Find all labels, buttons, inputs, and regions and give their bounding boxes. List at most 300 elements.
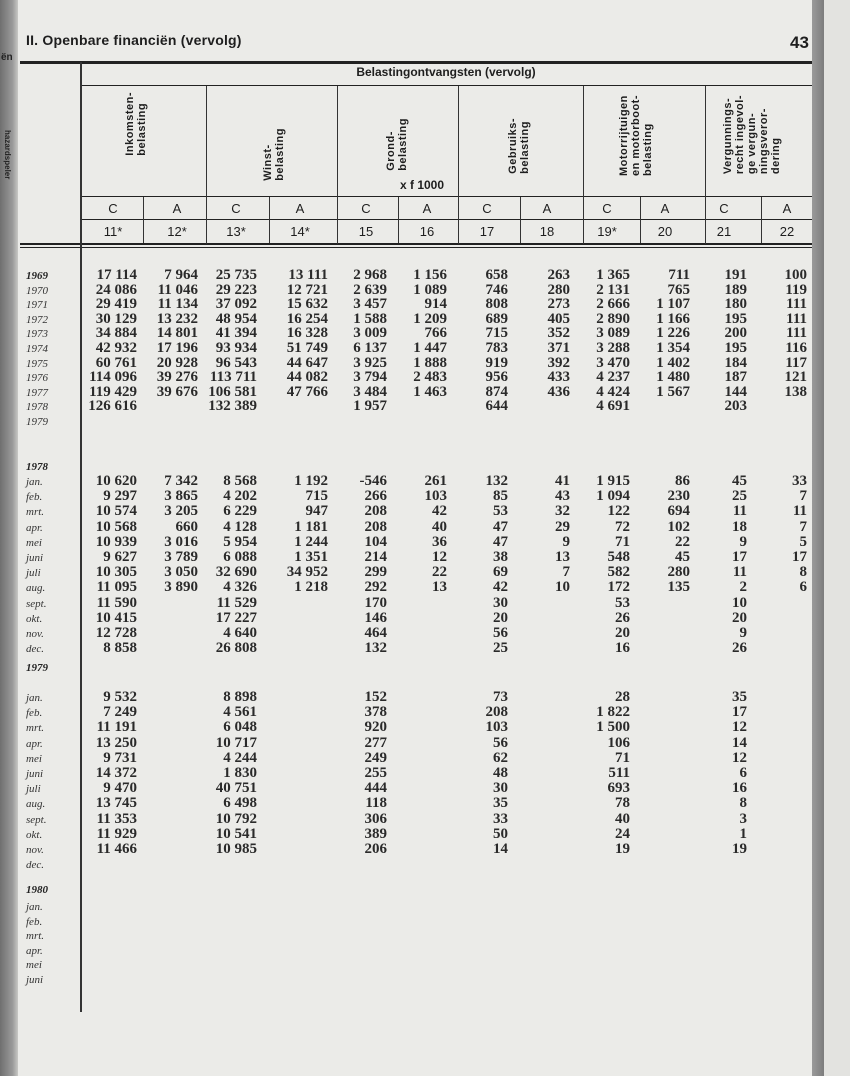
- table-cell: 12 728: [95, 625, 137, 641]
- table-cell: 121: [784, 369, 807, 386]
- table-cell: 4 326: [223, 579, 257, 596]
- table-cell: 100: [784, 267, 807, 283]
- table-cell: 694: [667, 503, 690, 520]
- table-cell: 11 529: [216, 594, 257, 611]
- table-cell: 191: [724, 267, 747, 283]
- table-cell: 249: [364, 749, 387, 766]
- table-cell: 12 721: [286, 281, 328, 298]
- page-edge-shadow: [812, 0, 824, 1076]
- table-cell: 47: [493, 533, 508, 550]
- table-cell: 808: [485, 296, 508, 313]
- table-cell: 3 050: [164, 564, 198, 581]
- column-number: 19*: [597, 224, 617, 239]
- table-cell: 189: [724, 281, 747, 298]
- table-cell: 3 470: [596, 354, 630, 371]
- column-number: 13*: [226, 224, 246, 239]
- header-rule: [80, 196, 812, 197]
- table-cell: 715: [305, 488, 328, 505]
- row-label: 1978: [26, 401, 48, 414]
- table-cell: 44 082: [286, 369, 328, 386]
- table-cell: 266: [364, 488, 387, 505]
- table-cell: 306: [364, 810, 387, 827]
- column-code: C: [482, 201, 492, 216]
- table-cell: 9 532: [103, 689, 137, 705]
- table-cell: 35: [732, 689, 747, 705]
- table-cell: 3 890: [164, 579, 198, 596]
- table-cell: 20: [615, 625, 630, 641]
- table-cell: 16: [615, 640, 630, 657]
- table-cell: 30 129: [95, 310, 137, 327]
- row-label: 1975: [26, 357, 48, 370]
- table-cell: 132: [485, 473, 508, 489]
- row-label: aug.: [26, 582, 46, 595]
- table-cell: 9: [739, 533, 747, 550]
- table-cell: 8 898: [223, 689, 257, 705]
- table-cell: 1 181: [294, 518, 328, 535]
- table-cell: 206: [364, 841, 387, 857]
- table-cell: 10 574: [95, 503, 137, 520]
- table-cell: 22: [675, 533, 690, 550]
- table-cell: 111: [786, 310, 807, 327]
- table-cell: 17 196: [156, 340, 198, 356]
- table-cell: 56: [493, 625, 508, 641]
- unit-label: x f 1000: [400, 178, 445, 192]
- table-cell: 135: [667, 579, 690, 596]
- row-label: dec.: [26, 643, 45, 656]
- table-cell: 146: [364, 609, 387, 626]
- table-cell: 299: [364, 564, 387, 581]
- table-cell: 273: [547, 296, 570, 313]
- table-cell: 1 218: [294, 579, 328, 596]
- table-cell: 11 134: [157, 296, 198, 313]
- row-label: okt.: [26, 612, 43, 625]
- table-cell: 17: [792, 549, 807, 565]
- table-cell: 4 561: [223, 704, 257, 721]
- column-code: C: [231, 201, 241, 216]
- table-cell: 7 342: [164, 473, 198, 489]
- table-cell: 3 288: [596, 340, 630, 356]
- table-cell: 765: [667, 281, 690, 298]
- table-cell: 14 801: [156, 325, 198, 342]
- table-cell: 119 429: [89, 383, 137, 400]
- table-cell: 10 305: [95, 564, 137, 581]
- table-cell: 263: [547, 267, 570, 283]
- row-label: 1974: [26, 343, 48, 355]
- table-cell: 200: [724, 325, 747, 342]
- table-cell: 47 766: [286, 383, 328, 400]
- table-cell: 132: [364, 640, 387, 657]
- table-cell: 4 424: [596, 383, 630, 400]
- column-number: 22: [779, 224, 795, 239]
- table-cell: 2: [739, 579, 747, 596]
- row-label: dec.: [26, 859, 45, 872]
- table-cell: 1 089: [413, 281, 447, 298]
- table-cell: 13 745: [95, 795, 137, 812]
- table-cell: 9 297: [103, 488, 137, 505]
- row-label: feb.: [26, 915, 43, 928]
- table-cell: 689: [485, 310, 508, 327]
- row-label: 1977: [26, 386, 48, 399]
- table-cell: 14: [493, 841, 508, 857]
- table-cell: 53: [615, 594, 630, 611]
- table-cell: 11 191: [96, 719, 137, 736]
- table-cell: 15 632: [286, 296, 328, 313]
- table-cell: 1 166: [656, 310, 690, 327]
- table-cell: 746: [485, 281, 508, 298]
- column-code: A: [295, 201, 305, 216]
- table-cell: 56: [493, 734, 508, 751]
- table-cell: 48: [493, 765, 508, 781]
- table-cell: 184: [724, 354, 747, 371]
- table-cell: 106 581: [208, 383, 257, 400]
- table-cell: 11 046: [157, 281, 198, 298]
- table-cell: 4 237: [596, 369, 630, 386]
- table-cell: 1 830: [223, 765, 257, 781]
- table-cell: 405: [547, 310, 570, 327]
- table-cell: 11 095: [96, 579, 137, 596]
- table-cell: 19: [732, 841, 747, 857]
- table-cell: 914: [424, 296, 447, 313]
- table-cell: 444: [364, 780, 387, 797]
- table-cell: 33: [792, 473, 807, 489]
- table-cell: 208: [364, 503, 387, 520]
- table-cell: 10: [732, 594, 747, 611]
- table-cell: 11 466: [96, 841, 137, 857]
- row-label: okt.: [26, 828, 43, 841]
- table-cell: 4 244: [223, 749, 257, 766]
- table-cell: 3 865: [164, 488, 198, 505]
- table-cell: 29 419: [95, 296, 137, 313]
- table-cell: 660: [175, 518, 198, 535]
- table-cell: 715: [485, 325, 508, 342]
- row-label: mrt.: [26, 506, 45, 519]
- table-cell: 41 394: [215, 325, 257, 342]
- table-cell: 7 249: [103, 704, 137, 721]
- table-cell: 783: [485, 340, 508, 356]
- row-label: mei: [26, 536, 42, 549]
- row-label: apr.: [26, 521, 43, 534]
- sub-column-divider: [520, 197, 521, 243]
- table-cell: 93 934: [215, 340, 257, 356]
- table-cell: 277: [364, 734, 387, 751]
- table-cell: 436: [547, 383, 570, 400]
- table-cell: 102: [667, 518, 690, 535]
- row-label: feb.: [26, 491, 43, 504]
- table-cell: 86: [675, 473, 690, 489]
- table-cell: 53: [493, 503, 508, 520]
- table-cell: 19: [615, 841, 630, 857]
- table-cell: 208: [485, 704, 508, 721]
- table-cell: 25: [493, 640, 508, 657]
- column-group-label: Gebruiks- belasting: [507, 118, 531, 174]
- table-cell: 44 647: [286, 354, 328, 371]
- table-cell: 138: [784, 383, 807, 400]
- table-cell: 7 964: [164, 267, 198, 283]
- table-cell: 36: [432, 533, 447, 550]
- table-cell: 1 156: [413, 267, 447, 283]
- row-label: juli: [26, 567, 41, 580]
- table-cell: 8 568: [223, 473, 257, 489]
- next-page-edge: [824, 0, 850, 1076]
- table-cell: 117: [785, 354, 807, 371]
- table-cell: 6 137: [353, 340, 387, 356]
- column-code: A: [542, 201, 552, 216]
- table-cell: 644: [485, 398, 508, 415]
- table-cell: 85: [493, 488, 508, 505]
- table-cell: 72: [615, 518, 630, 535]
- table-cell: 45: [732, 473, 747, 489]
- table-cell: 1 094: [596, 488, 630, 505]
- column-code: C: [361, 201, 371, 216]
- table-cell: 17 227: [215, 609, 257, 626]
- row-label: 1971: [26, 299, 48, 312]
- table-cell: -546: [359, 473, 387, 489]
- table-cell: 71: [615, 533, 630, 550]
- table-cell: 22: [432, 564, 447, 581]
- column-code: C: [602, 201, 612, 216]
- previous-page-side-fragment: hazardspeler: [3, 130, 12, 180]
- table-cell: 1 192: [294, 473, 328, 489]
- column-code: A: [660, 201, 670, 216]
- table-cell: 1 244: [294, 533, 328, 550]
- row-label: mei: [26, 752, 42, 765]
- section-year-label: 1980: [26, 884, 48, 896]
- table-cell: 1 588: [353, 310, 387, 327]
- table-cell: 111: [786, 325, 807, 342]
- table-cell: 32: [555, 503, 570, 520]
- sub-column-divider: [761, 197, 762, 243]
- table-cell: 1 107: [656, 296, 690, 313]
- table-cell: 41: [555, 473, 570, 489]
- table-cell: 1 915: [596, 473, 630, 489]
- row-label: feb.: [26, 707, 43, 720]
- table-cell: 1 888: [413, 354, 447, 371]
- table-cell: 195: [724, 340, 747, 356]
- table-cell: 3 009: [353, 325, 387, 342]
- table-cell: 116: [785, 340, 807, 356]
- table-cell: 10: [555, 579, 570, 596]
- table-cell: 111: [786, 296, 807, 313]
- table-cell: 711: [668, 267, 690, 283]
- table-cell: 122: [607, 503, 630, 520]
- table-cell: 947: [305, 503, 328, 520]
- table-cell: 17: [732, 704, 747, 721]
- table-cell: 187: [724, 369, 747, 386]
- table-cell: 47: [493, 518, 508, 535]
- table-cell: 180: [724, 296, 747, 313]
- table-cell: 1 480: [656, 369, 690, 386]
- table-cell: 17: [732, 549, 747, 565]
- table-cell: 2 666: [596, 296, 630, 313]
- table-cell: 280: [547, 281, 570, 298]
- column-code: A: [782, 201, 792, 216]
- row-label: juli: [26, 783, 41, 796]
- table-cell: 3 205: [164, 503, 198, 520]
- table-cell: 5: [799, 533, 807, 550]
- table-cell: 230: [667, 488, 690, 505]
- table-cell: 2 890: [596, 310, 630, 327]
- previous-page-fragment: ën: [1, 52, 13, 63]
- table-cell: 658: [485, 267, 508, 283]
- table-cell: 11 590: [96, 594, 137, 611]
- column-number: 21: [716, 224, 732, 239]
- table-cell: 956: [485, 369, 508, 386]
- row-label: nov.: [26, 628, 44, 640]
- table-cell: 20 928: [156, 354, 198, 371]
- table-cell: 10 620: [95, 473, 137, 489]
- column-number: 12*: [167, 224, 187, 239]
- table-cell: 433: [547, 369, 570, 386]
- table-cell: 119: [785, 281, 807, 298]
- table-cell: 3 789: [164, 549, 198, 565]
- table-cell: 1 209: [413, 310, 447, 327]
- table-cell: 25 735: [215, 267, 257, 283]
- row-label: 1979: [26, 416, 48, 428]
- row-label: mrt.: [26, 722, 45, 735]
- table-cell: 371: [547, 340, 570, 356]
- table-cell: 3: [739, 810, 747, 827]
- table-cell: 16: [732, 780, 747, 797]
- table-cell: 62: [493, 749, 508, 766]
- table-cell: 3 457: [353, 296, 387, 313]
- table-cell: 766: [424, 325, 447, 342]
- column-group-divider: [583, 86, 584, 244]
- table-cell: 548: [607, 549, 630, 565]
- table-cell: 1 402: [656, 354, 690, 371]
- table-cell: 34 884: [95, 325, 137, 342]
- table-cell: 7: [562, 564, 570, 581]
- table-cell: 3 016: [164, 533, 198, 550]
- table-cell: 208: [364, 518, 387, 535]
- column-code: C: [719, 201, 729, 216]
- table-cell: 13 250: [95, 734, 137, 751]
- table-cell: 114 096: [89, 369, 137, 386]
- column-code: C: [108, 201, 118, 216]
- table-cell: 144: [724, 383, 747, 400]
- table-cell: 42: [493, 579, 508, 596]
- row-label: nov.: [26, 844, 44, 856]
- table-cell: 13: [432, 579, 447, 596]
- row-label: 1972: [26, 313, 48, 326]
- table-cell: 40: [432, 518, 447, 535]
- table-cell: 11: [732, 503, 747, 520]
- table-cell: 1: [739, 825, 747, 842]
- table-cell: 25: [732, 488, 747, 505]
- table-cell: 38: [493, 549, 508, 565]
- table-cell: 920: [364, 719, 387, 736]
- table-cell: 280: [667, 564, 690, 581]
- table-cell: 20: [732, 609, 747, 626]
- row-label: jan.: [26, 901, 43, 913]
- column-number: 18: [539, 224, 555, 239]
- table-cell: 919: [485, 354, 508, 371]
- table-cell: 45: [675, 549, 690, 565]
- table-cell: 10 792: [215, 810, 257, 827]
- table-cell: 18: [732, 518, 747, 535]
- table-cell: 71: [615, 749, 630, 766]
- table-cell: 1 354: [656, 340, 690, 356]
- table-cell: 11 353: [96, 810, 137, 827]
- table-cell: 11 929: [96, 825, 137, 842]
- table-cell: 42: [432, 503, 447, 520]
- table-cell: 3 089: [596, 325, 630, 342]
- row-label: apr.: [26, 737, 43, 750]
- column-group-divider: [206, 86, 207, 244]
- table-cell: 1 365: [596, 267, 630, 283]
- table-cell: 9 470: [103, 780, 137, 797]
- table-cell: 1 351: [294, 549, 328, 565]
- page-title: II. Openbare financiën (vervolg): [26, 32, 242, 48]
- table-cell: 10 985: [215, 841, 257, 857]
- section-year-label: 1979: [26, 662, 48, 674]
- table-cell: 1 226: [656, 325, 690, 342]
- table-cell: 11: [732, 564, 747, 581]
- table-cell: 255: [364, 765, 387, 781]
- row-label: sept.: [26, 597, 47, 610]
- table-cell: 2 483: [413, 369, 447, 386]
- table-cell: 12: [732, 719, 747, 736]
- table-cell: 24: [615, 825, 630, 842]
- table-cell: 14 372: [95, 765, 137, 781]
- table-cell: 8: [799, 564, 807, 581]
- row-label: juni: [26, 974, 44, 986]
- table-cell: 48 954: [215, 310, 257, 327]
- table-cell: 1 957: [353, 398, 387, 415]
- table-cell: 96 543: [215, 354, 257, 371]
- table-cell: 6: [799, 579, 807, 596]
- column-code: A: [172, 201, 182, 216]
- table-cell: 292: [364, 579, 387, 596]
- column-group-label: Winst- belasting: [262, 128, 286, 181]
- table-cell: 170: [364, 594, 387, 611]
- table-cell: 60 761: [95, 354, 137, 371]
- column-number: 20: [657, 224, 673, 239]
- table-cell: 13 232: [156, 310, 198, 327]
- table-cell: 33: [493, 810, 508, 827]
- table-cell: 3 925: [353, 354, 387, 371]
- column-group-label: Vergunnings- recht ingevol- ge vergun- ningsveror- dering: [722, 95, 782, 175]
- table-cell: 378: [364, 704, 387, 721]
- table-cell: 10 415: [95, 609, 137, 626]
- table-cell: 9 731: [103, 749, 137, 766]
- table-cell: 35: [493, 795, 508, 812]
- table-cell: 2 639: [353, 281, 387, 298]
- table-cell: 9: [562, 533, 570, 550]
- header-rule: [80, 219, 812, 220]
- table-cell: 874: [485, 383, 508, 400]
- row-label: juni: [26, 768, 44, 780]
- table-cell: 10 717: [215, 734, 257, 751]
- table-cell: 6 088: [223, 549, 257, 565]
- table-cell: 11: [792, 503, 807, 520]
- header-bottom-rule: [20, 243, 812, 245]
- table-cell: 43: [555, 488, 570, 505]
- table-cell: 392: [547, 354, 570, 371]
- table-cell: 40 751: [215, 780, 257, 797]
- table-cell: 172: [607, 579, 630, 596]
- column-group-label: Inkomsten- belasting: [124, 92, 148, 156]
- row-label: mrt.: [26, 930, 45, 943]
- sub-column-divider: [640, 197, 641, 243]
- table-cell: 5 954: [223, 533, 257, 550]
- table-cell: 9: [739, 625, 747, 641]
- row-label: jan.: [26, 476, 43, 488]
- column-number: 14*: [290, 224, 310, 239]
- column-group-label: Motorrijtuigen en motorboot- belasting: [618, 95, 654, 177]
- table-cell: 17 114: [96, 267, 137, 283]
- table-cell: 261: [424, 473, 447, 489]
- table-cell: 106: [607, 734, 630, 751]
